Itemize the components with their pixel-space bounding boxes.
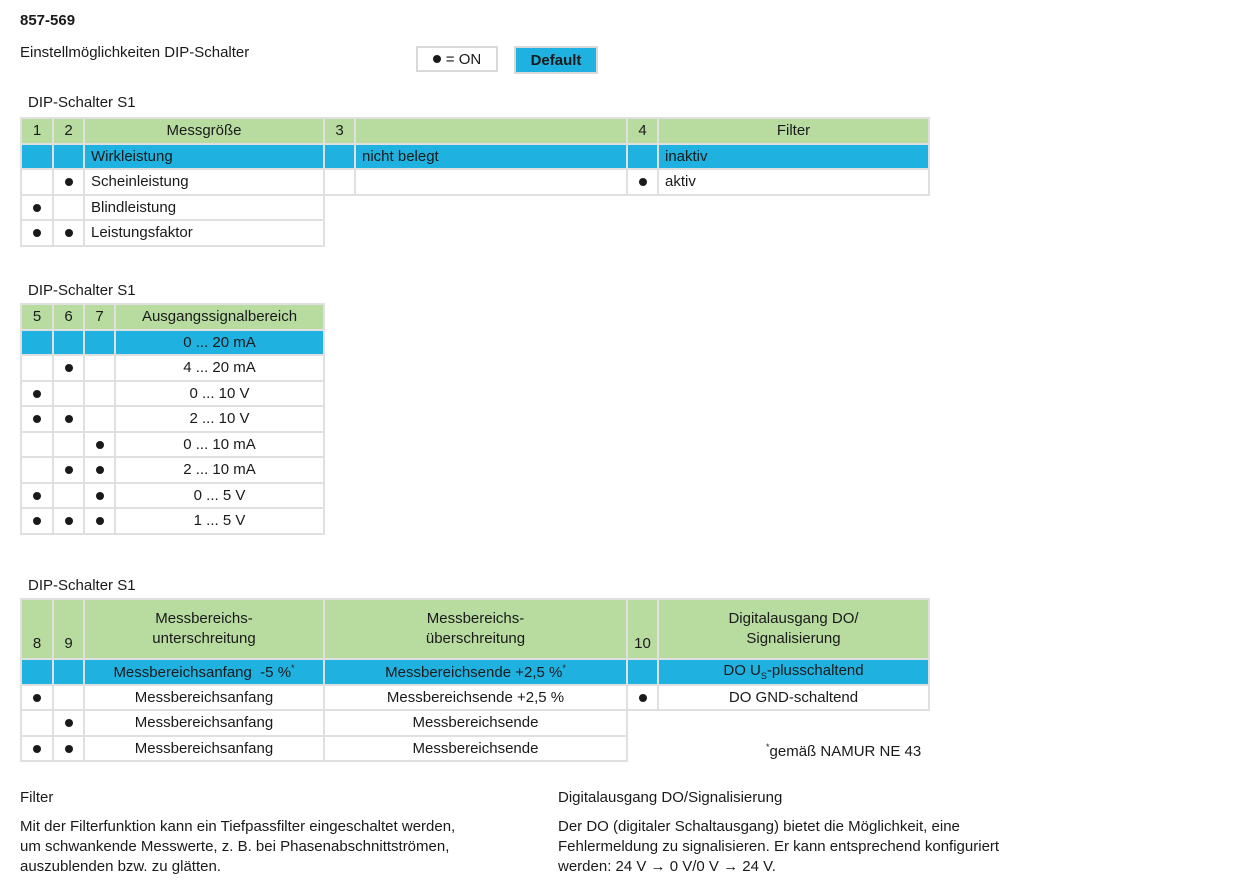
footnote-mark: *	[766, 742, 770, 752]
header-ueberschreitung	[324, 599, 627, 659]
switch-cell	[21, 406, 53, 432]
option-label: 0 ... 20 mA	[115, 330, 324, 356]
dot-icon	[65, 466, 73, 474]
switch-cell	[21, 685, 53, 711]
default-legend-label: Default	[530, 51, 582, 69]
switch-cell	[21, 330, 53, 356]
option-label: inaktiv	[658, 144, 929, 170]
table1-header-row	[21, 118, 929, 144]
option-label: Scheinleistung	[84, 169, 324, 195]
option-label: 0 ... 10 V	[115, 381, 324, 407]
switch-cell	[53, 685, 84, 711]
switch-cell	[21, 220, 53, 246]
filter-section-title: Filter	[20, 789, 54, 806]
option-label: nicht belegt	[355, 144, 627, 170]
switch-cell	[21, 710, 53, 736]
dot-icon	[96, 441, 104, 449]
do-text-line: Der DO (digitaler Schaltausgang) bietet die Möglichkeit, eine	[558, 818, 960, 835]
option-label: aktiv	[658, 169, 929, 195]
page-heading: Einstellmöglichkeiten DIP-Schalter	[20, 44, 250, 61]
header-switch-1: 1	[21, 118, 53, 144]
table-row	[21, 432, 324, 458]
filter-text-line: auszublenden bzw. zu glätten.	[20, 858, 221, 875]
on-legend-label: = ON	[445, 50, 482, 68]
over-text: Messbereichsende +2,5 %	[385, 663, 563, 681]
dot-icon	[65, 745, 73, 753]
option-label	[84, 659, 324, 685]
header-switch-4: 4	[627, 118, 658, 144]
table-row	[21, 330, 324, 356]
dot-icon	[65, 415, 73, 423]
header-filter: Filter	[658, 118, 929, 144]
option-label: 2 ... 10 mA	[115, 457, 324, 483]
header-ueberschreitung-line1: Messbereichs-	[426, 610, 525, 627]
option-label: Messbereichsanfang	[84, 685, 324, 711]
switch-cell	[84, 330, 115, 356]
switch-cell	[627, 685, 658, 711]
option-label: Blindleistung	[84, 195, 324, 221]
under-text: Messbereichsanfang -5 %	[113, 663, 292, 681]
do-text-post: -plusschaltend	[766, 662, 864, 680]
namur-footnote	[766, 742, 921, 760]
namur-text: gemäß NAMUR NE 43	[769, 743, 922, 760]
dot-icon	[65, 719, 73, 727]
table2-header-row	[21, 304, 324, 330]
switch-cell	[21, 736, 53, 762]
option-label: Messbereichsende +2,5 %	[324, 685, 627, 711]
switch-cell	[627, 144, 658, 170]
switch-cell	[53, 381, 84, 407]
switch-cell	[53, 483, 84, 509]
switch-cell	[53, 220, 84, 246]
switch-cell	[627, 659, 658, 685]
switch-cell	[324, 169, 355, 195]
do-text-pre: DO U	[723, 662, 761, 680]
dot-icon	[639, 178, 647, 186]
switch-cell	[84, 483, 115, 509]
dot-icon	[33, 517, 41, 525]
switch-cell	[21, 195, 53, 221]
table-row	[21, 355, 324, 381]
option-label: Messbereichsanfang	[84, 736, 324, 762]
switch-cell	[53, 508, 84, 534]
table2-title: DIP-Schalter S1	[28, 282, 136, 299]
do-text-sub: S	[760, 671, 767, 682]
header-messgroesse: Messgröße	[84, 118, 324, 144]
dot-icon	[65, 229, 73, 237]
header-switch-9: 9	[53, 599, 84, 659]
table-row	[21, 457, 324, 483]
header-digitalausgang	[658, 599, 929, 659]
table3-title: DIP-Schalter S1	[28, 577, 136, 594]
dot-icon	[33, 415, 41, 423]
table-row	[21, 220, 929, 246]
switch-cell	[21, 508, 53, 534]
switch-cell	[53, 330, 84, 356]
switch-cell	[53, 406, 84, 432]
switch-cell	[84, 508, 115, 534]
switch-cell	[53, 659, 84, 685]
option-label: 4 ... 20 mA	[115, 355, 324, 381]
header-switch-3: 3	[324, 118, 355, 144]
header-digitalausgang-line2: Signalisierung	[746, 630, 841, 647]
dot-icon	[65, 517, 73, 525]
header-switch-3-label	[355, 118, 627, 144]
option-label: Messbereichsende	[324, 710, 627, 736]
option-label	[324, 659, 627, 685]
option-label: 0 ... 10 mA	[115, 432, 324, 458]
do-text-line: werden: 24 V → 0 V/0 V → 24 V.	[558, 858, 776, 875]
table-row	[21, 508, 324, 534]
option-label: 2 ... 10 V	[115, 406, 324, 432]
table-row	[21, 406, 324, 432]
dot-icon	[96, 466, 104, 474]
filter-section-text	[20, 817, 500, 877]
dot-icon	[433, 55, 441, 63]
switch-cell	[324, 144, 355, 170]
dot-icon	[639, 694, 647, 702]
table-row	[21, 659, 929, 685]
dot-icon	[33, 390, 41, 398]
switch-cell	[53, 432, 84, 458]
option-label: Messbereichsende	[324, 736, 627, 762]
switch-cell	[21, 432, 53, 458]
table3-header-row	[21, 599, 929, 659]
switch-cell	[53, 457, 84, 483]
option-label	[658, 659, 929, 685]
switch-cell	[53, 144, 84, 170]
option-label: 0 ... 5 V	[115, 483, 324, 509]
switch-cell	[627, 169, 658, 195]
switch-cell	[84, 355, 115, 381]
filter-text-line: Mit der Filterfunktion kann ein Tiefpassfilter eingeschaltet werden,	[20, 818, 456, 835]
table-row	[21, 483, 324, 509]
product-code: 857-569	[20, 12, 76, 29]
switch-cell	[21, 144, 53, 170]
do-section-text	[558, 817, 1038, 877]
do-section-title: Digitalausgang DO/Signalisierung	[558, 789, 783, 806]
dot-icon	[96, 492, 104, 500]
header-switch-10: 10	[627, 599, 658, 659]
header-unterschreitung-line2: unterschreitung	[152, 630, 256, 647]
dot-icon	[33, 745, 41, 753]
table-row	[21, 195, 929, 221]
dot-icon	[33, 694, 41, 702]
table-row	[21, 685, 929, 711]
switch-cell	[53, 736, 84, 762]
dip-table-output-range	[20, 303, 325, 535]
table-row	[21, 169, 929, 195]
switch-cell	[21, 355, 53, 381]
header-switch-5: 5	[21, 304, 53, 330]
switch-cell	[53, 195, 84, 221]
footnote-mark: *	[291, 662, 295, 673]
do-text-line: Fehlermeldung zu signalisieren. Er kann entsprechend konfiguriert	[558, 838, 1000, 855]
table-row	[21, 381, 324, 407]
switch-cell	[21, 169, 53, 195]
option-label: 1 ... 5 V	[115, 508, 324, 534]
dip-table-range-do	[20, 598, 930, 762]
dip-table-measurand-filter	[20, 117, 930, 247]
switch-cell	[84, 457, 115, 483]
option-label: Leistungsfaktor	[84, 220, 324, 246]
option-label: Wirkleistung	[84, 144, 324, 170]
table-row	[21, 144, 929, 170]
header-unterschreitung	[84, 599, 324, 659]
header-digitalausgang-line1: Digitalausgang DO/	[728, 610, 859, 627]
default-legend	[514, 46, 598, 74]
switch-cell	[21, 659, 53, 685]
footnote-mark: *	[562, 662, 566, 673]
dot-icon	[33, 492, 41, 500]
filter-text-line: um schwankende Messwerte, z. B. bei Phasenabschnittströmen,	[20, 838, 450, 855]
dot-icon	[33, 229, 41, 237]
switch-cell	[53, 355, 84, 381]
option-label	[355, 169, 627, 195]
option-label: Messbereichsanfang	[84, 710, 324, 736]
table-row	[21, 710, 929, 736]
dot-icon	[65, 178, 73, 186]
switch-cell	[84, 406, 115, 432]
switch-cell	[53, 710, 84, 736]
option-label: DO GND-schaltend	[658, 685, 929, 711]
switch-cell	[21, 483, 53, 509]
switch-cell	[21, 381, 53, 407]
table1-title: DIP-Schalter S1	[28, 94, 136, 111]
header-unterschreitung-line1: Messbereichs-	[155, 610, 253, 627]
header-switch-2: 2	[53, 118, 84, 144]
on-legend	[416, 46, 498, 72]
switch-cell	[21, 457, 53, 483]
header-switch-7: 7	[84, 304, 115, 330]
dot-icon	[65, 364, 73, 372]
dot-icon	[96, 517, 104, 525]
switch-cell	[84, 381, 115, 407]
header-switch-8: 8	[21, 599, 53, 659]
dot-icon	[33, 204, 41, 212]
header-ueberschreitung-line2: überschreitung	[425, 630, 526, 647]
header-ausgangssignalbereich: Ausgangssignalbereich	[115, 304, 324, 330]
header-switch-6: 6	[53, 304, 84, 330]
switch-cell	[53, 169, 84, 195]
switch-cell	[84, 432, 115, 458]
